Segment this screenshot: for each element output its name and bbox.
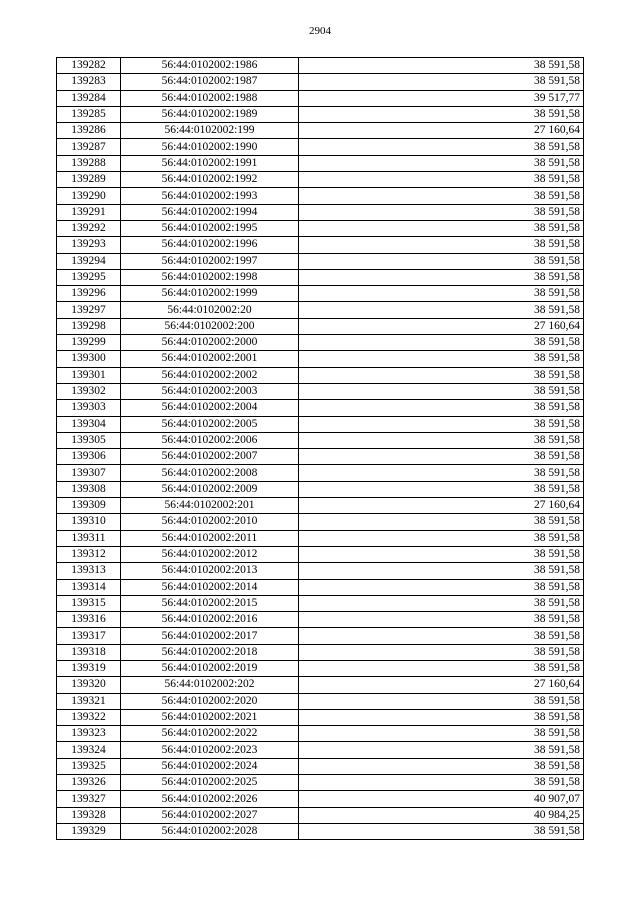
table-row bbox=[57, 432, 584, 448]
cadastral-number-cell: 56:44:0102002:2000 bbox=[121, 335, 299, 351]
cadastral-value-cell: 38 591,58 bbox=[299, 416, 584, 432]
row-number-cell: 139299 bbox=[57, 335, 121, 351]
cadastral-number-cell: 56:44:0102002:201 bbox=[121, 498, 299, 514]
table-row bbox=[57, 58, 584, 74]
row-number-cell: 139288 bbox=[57, 155, 121, 171]
row-number-cell: 139310 bbox=[57, 514, 121, 530]
cadastral-value-cell: 38 591,58 bbox=[299, 514, 584, 530]
cadastral-number-cell: 56:44:0102002:2006 bbox=[121, 432, 299, 448]
row-number-cell: 139325 bbox=[57, 758, 121, 774]
cadastral-value-cell: 38 591,58 bbox=[299, 351, 584, 367]
cadastral-value-cell: 38 591,58 bbox=[299, 530, 584, 546]
row-number-cell: 139292 bbox=[57, 220, 121, 236]
table-row bbox=[57, 237, 584, 253]
row-number-cell: 139329 bbox=[57, 823, 121, 839]
row-number-cell: 139300 bbox=[57, 351, 121, 367]
row-number-cell: 139282 bbox=[57, 58, 121, 74]
table-row bbox=[57, 644, 584, 660]
cadastral-number-cell: 56:44:0102002:2026 bbox=[121, 791, 299, 807]
cadastral-value-cell: 39 517,77 bbox=[299, 90, 584, 106]
cadastral-number-cell: 56:44:0102002:2015 bbox=[121, 595, 299, 611]
cadastral-number-cell: 56:44:0102002:2013 bbox=[121, 563, 299, 579]
cadastral-number-cell: 56:44:0102002:2002 bbox=[121, 367, 299, 383]
cadastral-number-cell: 56:44:0102002:1994 bbox=[121, 204, 299, 220]
row-number-cell: 139315 bbox=[57, 595, 121, 611]
row-number-cell: 139313 bbox=[57, 563, 121, 579]
row-number-cell: 139312 bbox=[57, 546, 121, 562]
cadastral-value-cell: 38 591,58 bbox=[299, 628, 584, 644]
table-row bbox=[57, 90, 584, 106]
cadastral-value-cell: 38 591,58 bbox=[299, 465, 584, 481]
table-row bbox=[57, 416, 584, 432]
row-number-cell: 139311 bbox=[57, 530, 121, 546]
cadastral-value-cell: 40 984,25 bbox=[299, 807, 584, 823]
table-row bbox=[57, 74, 584, 90]
cadastral-value-cell: 38 591,58 bbox=[299, 775, 584, 791]
table-row bbox=[57, 465, 584, 481]
cadastral-number-cell: 56:44:0102002:2012 bbox=[121, 546, 299, 562]
cadastral-number-cell: 56:44:0102002:2018 bbox=[121, 644, 299, 660]
cadastral-value-cell: 38 591,58 bbox=[299, 383, 584, 399]
cadastral-value-cell: 38 591,58 bbox=[299, 693, 584, 709]
cadastral-number-cell: 56:44:0102002:1989 bbox=[121, 106, 299, 122]
row-number-cell: 139320 bbox=[57, 677, 121, 693]
cadastral-value-cell: 38 591,58 bbox=[299, 253, 584, 269]
table-row bbox=[57, 155, 584, 171]
table-row bbox=[57, 302, 584, 318]
cadastral-number-cell: 56:44:0102002:2023 bbox=[121, 742, 299, 758]
cadastral-number-cell: 56:44:0102002:202 bbox=[121, 677, 299, 693]
cadastral-number-cell: 56:44:0102002:2021 bbox=[121, 709, 299, 725]
cadastral-value-cell: 27 160,64 bbox=[299, 677, 584, 693]
cadastral-value-cell: 38 591,58 bbox=[299, 269, 584, 285]
cadastral-value-cell: 38 591,58 bbox=[299, 432, 584, 448]
row-number-cell: 139317 bbox=[57, 628, 121, 644]
cadastral-number-cell: 56:44:0102002:2019 bbox=[121, 660, 299, 676]
cadastral-value-cell: 38 591,58 bbox=[299, 823, 584, 839]
cadastral-number-cell: 56:44:0102002:2025 bbox=[121, 775, 299, 791]
page-number: 2904 bbox=[309, 25, 331, 37]
cadastral-value-cell: 38 591,58 bbox=[299, 367, 584, 383]
cadastral-value-cell: 38 591,58 bbox=[299, 400, 584, 416]
table-row bbox=[57, 693, 584, 709]
cadastral-value-cell: 27 160,64 bbox=[299, 123, 584, 139]
cadastral-number-cell: 56:44:0102002:2027 bbox=[121, 807, 299, 823]
row-number-cell: 139296 bbox=[57, 286, 121, 302]
row-number-cell: 139285 bbox=[57, 106, 121, 122]
cadastral-value-cell: 38 591,58 bbox=[299, 595, 584, 611]
table-row bbox=[57, 807, 584, 823]
cadastral-number-cell: 56:44:0102002:1993 bbox=[121, 188, 299, 204]
cadastral-value-cell: 27 160,64 bbox=[299, 498, 584, 514]
cadastral-value-cell: 38 591,58 bbox=[299, 172, 584, 188]
cadastral-value-cell: 38 591,58 bbox=[299, 563, 584, 579]
cadastral-number-cell: 56:44:0102002:2028 bbox=[121, 823, 299, 839]
row-number-cell: 139302 bbox=[57, 383, 121, 399]
cadastral-number-cell: 56:44:0102002:2010 bbox=[121, 514, 299, 530]
cadastral-number-cell: 56:44:0102002:2004 bbox=[121, 400, 299, 416]
table-row bbox=[57, 220, 584, 236]
table-row bbox=[57, 269, 584, 285]
table-row bbox=[57, 563, 584, 579]
row-number-cell: 139303 bbox=[57, 400, 121, 416]
row-number-cell: 139306 bbox=[57, 449, 121, 465]
cadastral-value-cell: 38 591,58 bbox=[299, 302, 584, 318]
cadastral-number-cell: 56:44:0102002:2024 bbox=[121, 758, 299, 774]
table-row bbox=[57, 677, 584, 693]
table-row bbox=[57, 791, 584, 807]
cadastral-number-cell: 56:44:0102002:2020 bbox=[121, 693, 299, 709]
row-number-cell: 139297 bbox=[57, 302, 121, 318]
cadastral-number-cell: 56:44:0102002:1988 bbox=[121, 90, 299, 106]
row-number-cell: 139283 bbox=[57, 74, 121, 90]
cadastral-number-cell: 56:44:0102002:1998 bbox=[121, 269, 299, 285]
cadastral-value-cell: 38 591,58 bbox=[299, 237, 584, 253]
row-number-cell: 139301 bbox=[57, 367, 121, 383]
table-row bbox=[57, 139, 584, 155]
cadastral-number-cell: 56:44:0102002:200 bbox=[121, 318, 299, 334]
cadastral-number-cell: 56:44:0102002:2009 bbox=[121, 481, 299, 497]
cadastral-number-cell: 56:44:0102002:2007 bbox=[121, 449, 299, 465]
cadastral-number-cell: 56:44:0102002:1986 bbox=[121, 58, 299, 74]
cadastral-number-cell: 56:44:0102002:1997 bbox=[121, 253, 299, 269]
cadastral-value-cell: 38 591,58 bbox=[299, 726, 584, 742]
cadastral-value-cell: 38 591,58 bbox=[299, 286, 584, 302]
table-row bbox=[57, 367, 584, 383]
cadastral-value-table bbox=[56, 57, 584, 840]
cadastral-value-cell: 40 907,07 bbox=[299, 791, 584, 807]
cadastral-value-cell: 38 591,58 bbox=[299, 612, 584, 628]
row-number-cell: 139286 bbox=[57, 123, 121, 139]
table-row bbox=[57, 106, 584, 122]
row-number-cell: 139295 bbox=[57, 269, 121, 285]
table-row bbox=[57, 351, 584, 367]
row-number-cell: 139287 bbox=[57, 139, 121, 155]
cadastral-number-cell: 56:44:0102002:2014 bbox=[121, 579, 299, 595]
cadastral-number-cell: 56:44:0102002:1987 bbox=[121, 74, 299, 90]
cadastral-number-cell: 56:44:0102002:199 bbox=[121, 123, 299, 139]
cadastral-number-cell: 56:44:0102002:1995 bbox=[121, 220, 299, 236]
table-row bbox=[57, 172, 584, 188]
cadastral-value-cell: 38 591,58 bbox=[299, 74, 584, 90]
cadastral-number-cell: 56:44:0102002:2008 bbox=[121, 465, 299, 481]
row-number-cell: 139305 bbox=[57, 432, 121, 448]
cadastral-value-cell: 38 591,58 bbox=[299, 188, 584, 204]
cadastral-value-cell: 38 591,58 bbox=[299, 660, 584, 676]
cadastral-value-cell: 38 591,58 bbox=[299, 481, 584, 497]
row-number-cell: 139293 bbox=[57, 237, 121, 253]
cadastral-value-cell: 38 591,58 bbox=[299, 579, 584, 595]
row-number-cell: 139319 bbox=[57, 660, 121, 676]
table-row bbox=[57, 628, 584, 644]
row-number-cell: 139284 bbox=[57, 90, 121, 106]
cadastral-number-cell: 56:44:0102002:2022 bbox=[121, 726, 299, 742]
cadastral-value-cell: 38 591,58 bbox=[299, 742, 584, 758]
row-number-cell: 139327 bbox=[57, 791, 121, 807]
row-number-cell: 139290 bbox=[57, 188, 121, 204]
row-number-cell: 139291 bbox=[57, 204, 121, 220]
table-row bbox=[57, 204, 584, 220]
table-row bbox=[57, 546, 584, 562]
row-number-cell: 139323 bbox=[57, 726, 121, 742]
cadastral-number-cell: 56:44:0102002:1996 bbox=[121, 237, 299, 253]
cadastral-value-cell: 38 591,58 bbox=[299, 335, 584, 351]
table-row bbox=[57, 400, 584, 416]
table-row bbox=[57, 481, 584, 497]
table-row bbox=[57, 335, 584, 351]
row-number-cell: 139322 bbox=[57, 709, 121, 725]
row-number-cell: 139304 bbox=[57, 416, 121, 432]
row-number-cell: 139308 bbox=[57, 481, 121, 497]
cadastral-value-cell: 38 591,58 bbox=[299, 106, 584, 122]
cadastral-number-cell: 56:44:0102002:2005 bbox=[121, 416, 299, 432]
table-row bbox=[57, 823, 584, 839]
row-number-cell: 139314 bbox=[57, 579, 121, 595]
table-row bbox=[57, 188, 584, 204]
table-row bbox=[57, 530, 584, 546]
cadastral-number-cell: 56:44:0102002:20 bbox=[121, 302, 299, 318]
cadastral-value-cell: 38 591,58 bbox=[299, 758, 584, 774]
table-row bbox=[57, 742, 584, 758]
table-row bbox=[57, 514, 584, 530]
row-number-cell: 139307 bbox=[57, 465, 121, 481]
row-number-cell: 139316 bbox=[57, 612, 121, 628]
cadastral-number-cell: 56:44:0102002:2016 bbox=[121, 612, 299, 628]
row-number-cell: 139294 bbox=[57, 253, 121, 269]
cadastral-number-cell: 56:44:0102002:2003 bbox=[121, 383, 299, 399]
table-row bbox=[57, 286, 584, 302]
cadastral-value-cell: 38 591,58 bbox=[299, 546, 584, 562]
row-number-cell: 139289 bbox=[57, 172, 121, 188]
cadastral-number-cell: 56:44:0102002:1990 bbox=[121, 139, 299, 155]
table-row bbox=[57, 612, 584, 628]
table-row bbox=[57, 253, 584, 269]
table-row bbox=[57, 660, 584, 676]
cadastral-number-cell: 56:44:0102002:2001 bbox=[121, 351, 299, 367]
table-row bbox=[57, 579, 584, 595]
row-number-cell: 139328 bbox=[57, 807, 121, 823]
cadastral-number-cell: 56:44:0102002:1999 bbox=[121, 286, 299, 302]
table-body bbox=[57, 58, 584, 840]
row-number-cell: 139326 bbox=[57, 775, 121, 791]
cadastral-value-cell: 27 160,64 bbox=[299, 318, 584, 334]
cadastral-value-cell: 38 591,58 bbox=[299, 644, 584, 660]
table-row bbox=[57, 498, 584, 514]
cadastral-value-cell: 38 591,58 bbox=[299, 220, 584, 236]
table-row bbox=[57, 709, 584, 725]
cadastral-number-cell: 56:44:0102002:2011 bbox=[121, 530, 299, 546]
row-number-cell: 139324 bbox=[57, 742, 121, 758]
table-row bbox=[57, 123, 584, 139]
table-row bbox=[57, 318, 584, 334]
table-row bbox=[57, 449, 584, 465]
cadastral-number-cell: 56:44:0102002:1992 bbox=[121, 172, 299, 188]
table-row bbox=[57, 595, 584, 611]
table-row bbox=[57, 775, 584, 791]
row-number-cell: 139318 bbox=[57, 644, 121, 660]
cadastral-number-cell: 56:44:0102002:1991 bbox=[121, 155, 299, 171]
cadastral-value-cell: 38 591,58 bbox=[299, 58, 584, 74]
table-row bbox=[57, 383, 584, 399]
cadastral-value-cell: 38 591,58 bbox=[299, 449, 584, 465]
cadastral-value-cell: 38 591,58 bbox=[299, 709, 584, 725]
row-number-cell: 139298 bbox=[57, 318, 121, 334]
row-number-cell: 139309 bbox=[57, 498, 121, 514]
cadastral-value-cell: 38 591,58 bbox=[299, 155, 584, 171]
cadastral-value-cell: 38 591,58 bbox=[299, 139, 584, 155]
cadastral-value-cell: 38 591,58 bbox=[299, 204, 584, 220]
table-row bbox=[57, 758, 584, 774]
cadastral-number-cell: 56:44:0102002:2017 bbox=[121, 628, 299, 644]
table-row bbox=[57, 726, 584, 742]
row-number-cell: 139321 bbox=[57, 693, 121, 709]
